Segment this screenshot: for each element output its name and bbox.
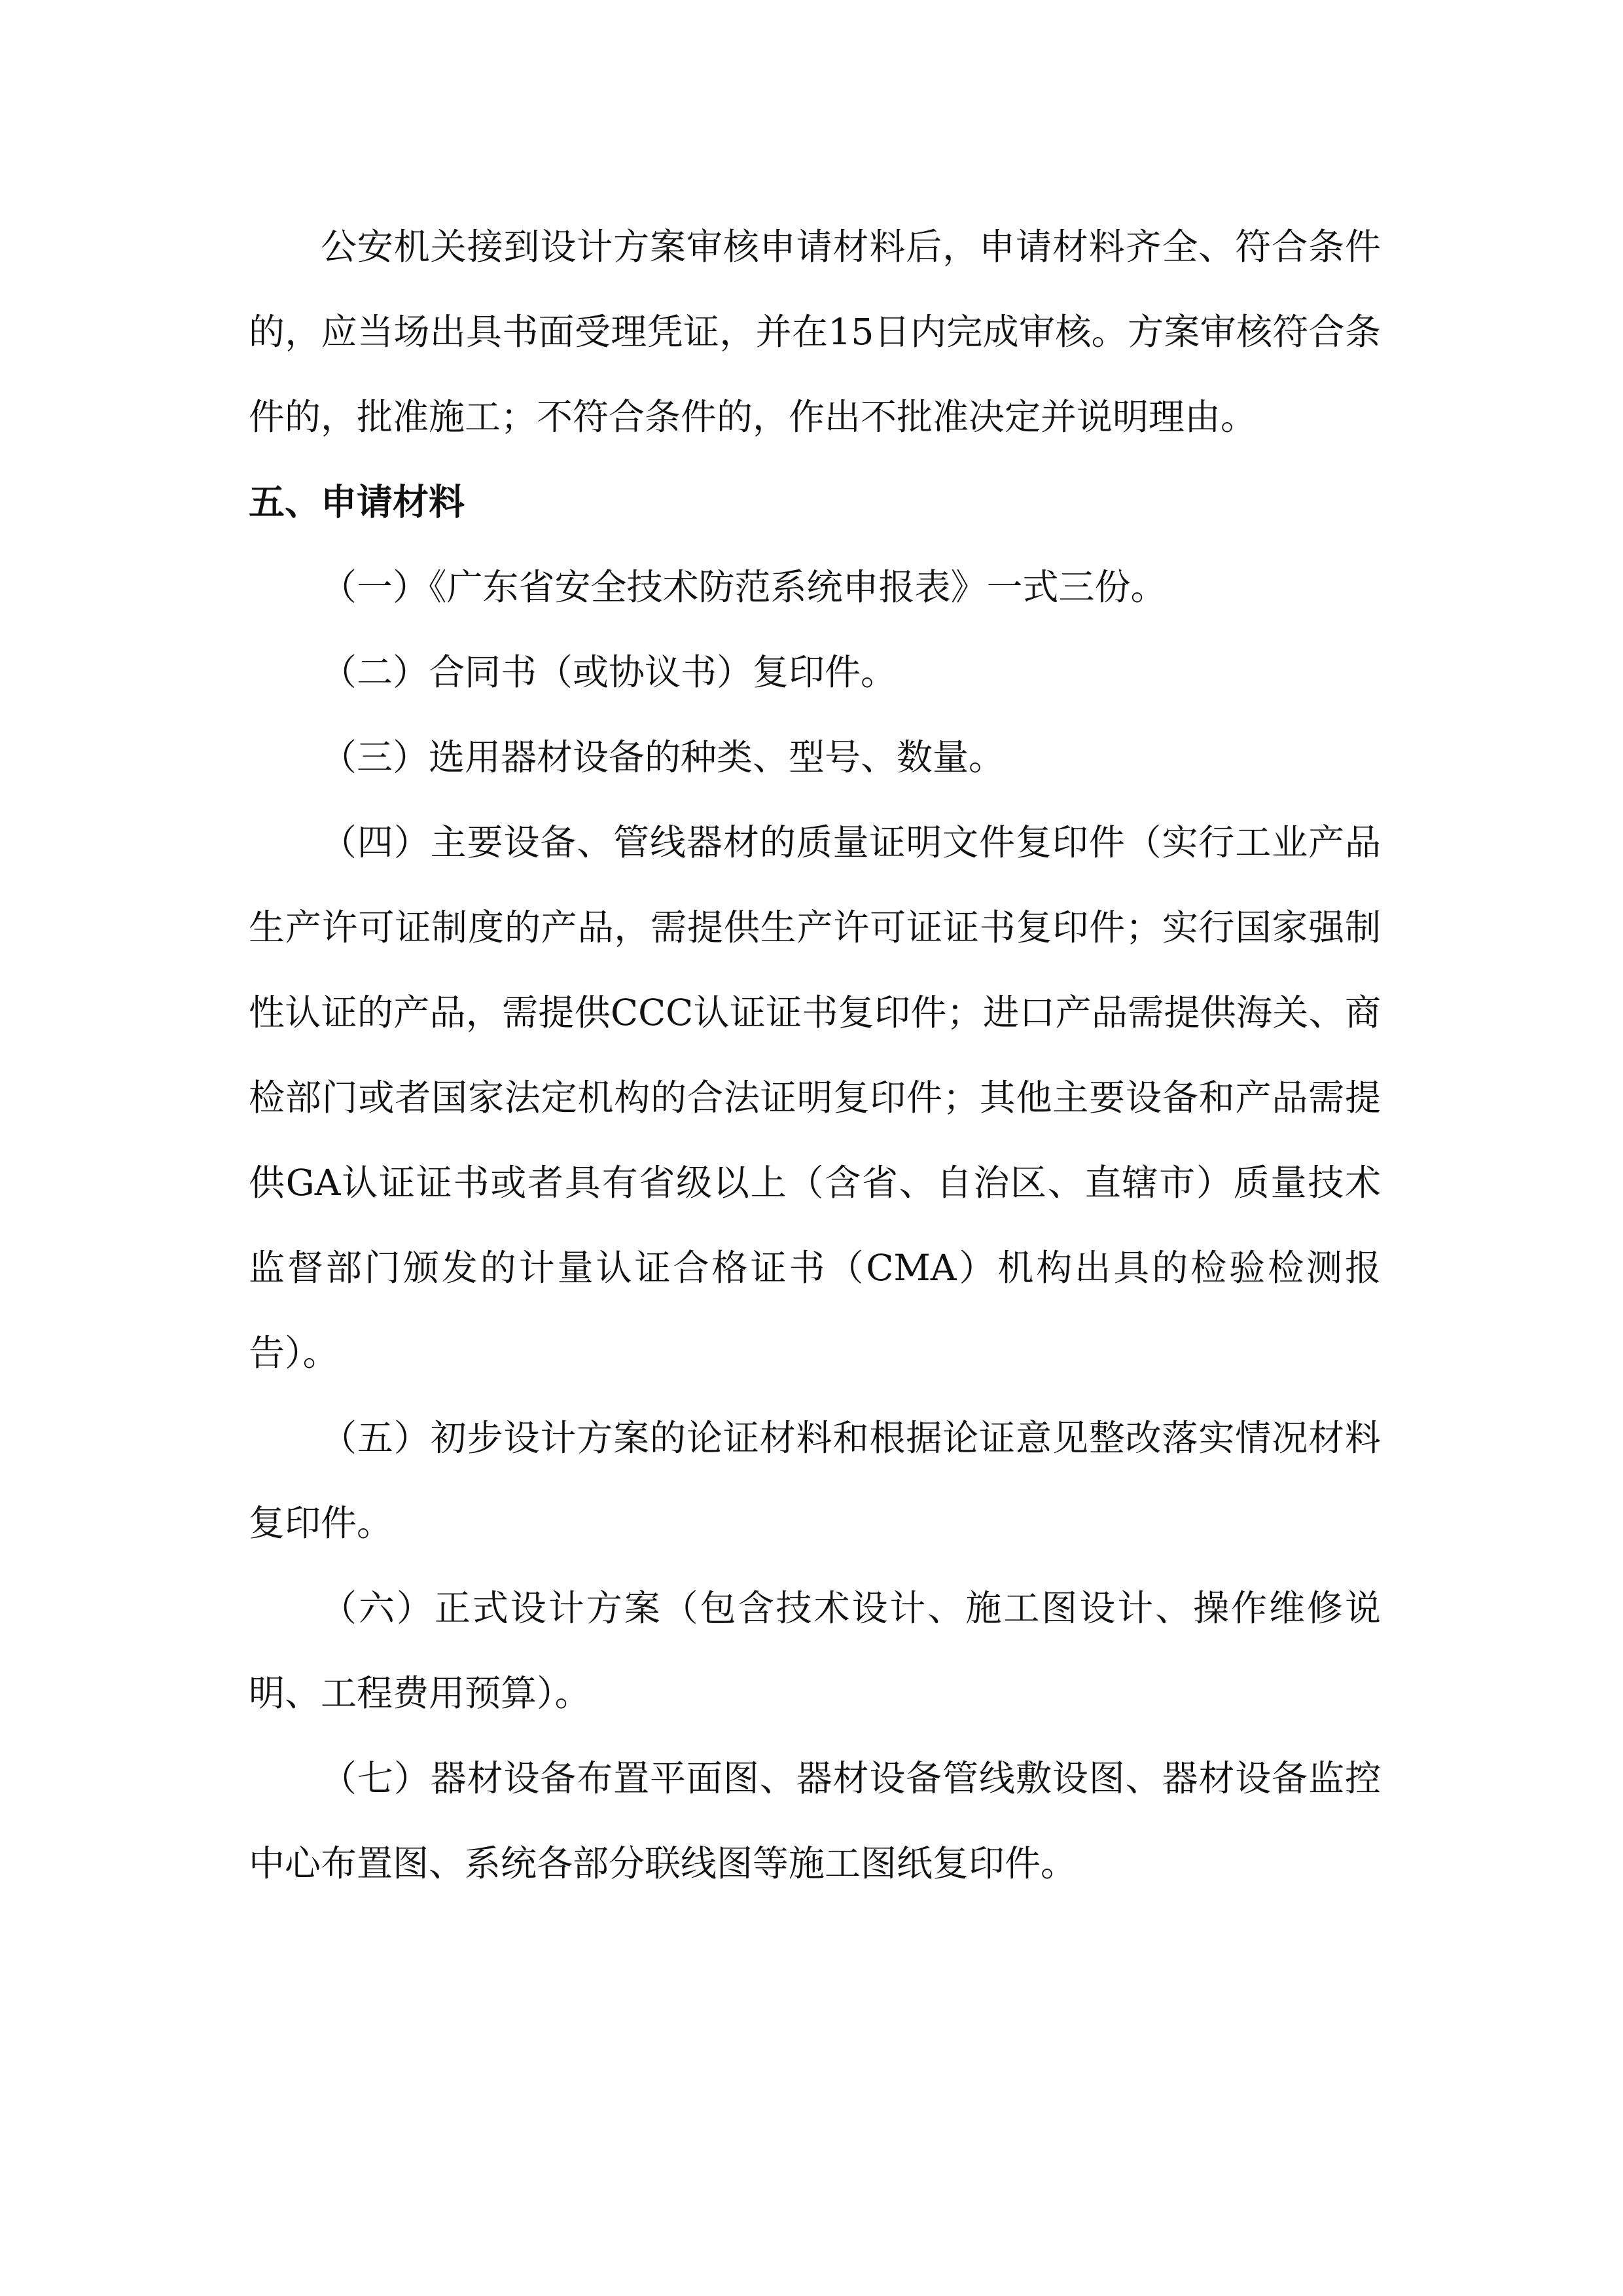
list-item-7: （七）器材设备布置平面图、器材设备管线敷设图、器材设备监控中心布置图、系统各部分联线图等施工图纸复印件。 — [249, 1757, 1381, 1884]
list-item-2: （二）合同书（或协议书）复印件。 — [321, 651, 897, 693]
document-body — [249, 204, 1381, 1906]
list-item-5: （五）初步设计方案的论证材料和根据论证意见整改落实情况材料复印件。 — [249, 1417, 1381, 1544]
intro-paragraph: 公安机关接到设计方案审核申请材料后，申请材料齐全、符合条件的，应当场出具书面受理凭证，并在15日内完成审核。方案审核符合条件的，批准施工；不符合条件的，作出不批准决定并说明理由。 — [249, 226, 1381, 438]
section-heading: 五、申请材料 — [249, 481, 465, 523]
list-item-3: （三）选用器材设备的种类、型号、数量。 — [321, 736, 1005, 778]
list-item-4: （四）主要设备、管线器材的质量证明文件复印件（实行工业产品生产许可证制度的产品，需提供生产许可证证书复印件；实行国家强制性认证的产品，需提供CCC认证证书复印件；进口产品需提供海关、商检部门或者国家法定机构的合法证明复印件；其他主要设备和产品需提供GA认证证书或者具有省级以上（含省、自治区、直辖市）质量技术监督部门颁发的计量认证合格证书（CMA）机构出具的检验检测报告）。 — [249, 821, 1381, 1374]
list-item-6: （六）正式设计方案（包含技术设计、施工图设计、操作维修说明、工程费用预算）。 — [249, 1587, 1381, 1714]
list-item-1: （一）《广东省安全技术防范系统申报表》一式三份。 — [321, 566, 1167, 608]
